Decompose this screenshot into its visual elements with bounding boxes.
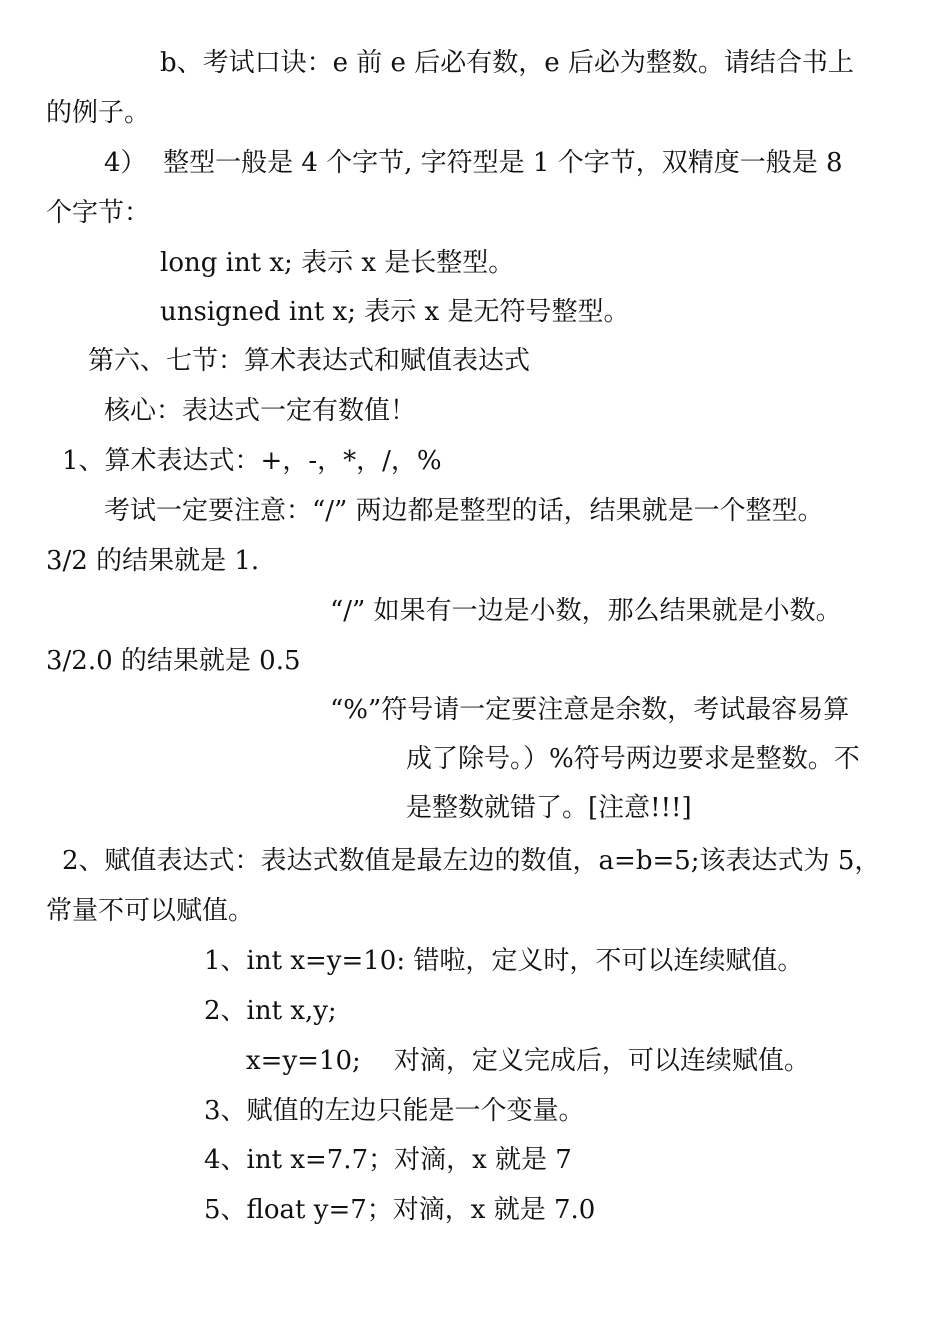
example-4: 4、int x=7.7；对滴，x 就是 7 xyxy=(204,1145,572,1175)
example-2: 2、int x,y; xyxy=(204,996,337,1026)
text-line-13: 3/2.0 的结果就是 0.5 xyxy=(46,646,301,676)
text-line-4: 个字节： xyxy=(46,198,151,228)
text-line-10: 考试一定要注意：“/” 两边都是整型的话，结果就是一个整型。 xyxy=(104,496,824,526)
code-line-long-int: long int x; 表示 x 是长整型。 xyxy=(160,248,515,278)
example-1: 1、int x=y=10: 错啦，定义时，不可以连续赋值。 xyxy=(204,946,804,976)
arithmetic-heading: 1、算术表达式：+，-，*，/，% xyxy=(62,446,442,476)
section-heading: 第六、七节：算术表达式和赋值表达式 xyxy=(88,346,531,376)
example-2-continued: x=y=10; 对滴，定义完成后，可以连续赋值。 xyxy=(246,1046,810,1076)
example-5: 5、float y=7；对滴，x 就是 7.0 xyxy=(204,1195,596,1225)
text-line-1: b、考试口诀：e 前 e 后必有数，e 后必为整数。请结合书上 xyxy=(160,48,854,78)
text-line-2: 的例子。 xyxy=(46,98,151,128)
example-3: 3、赋值的左边只能是一个变量。 xyxy=(204,1096,585,1126)
text-line-14: “%”符号请一定要注意是余数，考试最容易算 xyxy=(330,695,850,725)
text-line-18: 常量不可以赋值。 xyxy=(46,896,255,926)
assignment-heading: 2、赋值表达式：表达式数值是最左边的数值，a=b=5;该表达式为 5， xyxy=(62,846,881,876)
text-line-3: 4） 整型一般是 4 个字节, 字符型是 1 个字节，双精度一般是 8 xyxy=(104,148,843,178)
text-line-16: 是整数就错了。[注意!!!] xyxy=(406,793,692,823)
text-line-11: 3/2 的结果就是 1. xyxy=(46,546,260,576)
text-line-15: 成了除号。）%符号两边要求是整数。不 xyxy=(406,744,860,774)
text-line-12: “/” 如果有一边是小数，那么结果就是小数。 xyxy=(330,596,842,626)
code-line-unsigned-int: unsigned int x; 表示 x 是无符号整型。 xyxy=(160,297,630,327)
core-statement: 核心：表达式一定有数值！ xyxy=(104,396,417,426)
